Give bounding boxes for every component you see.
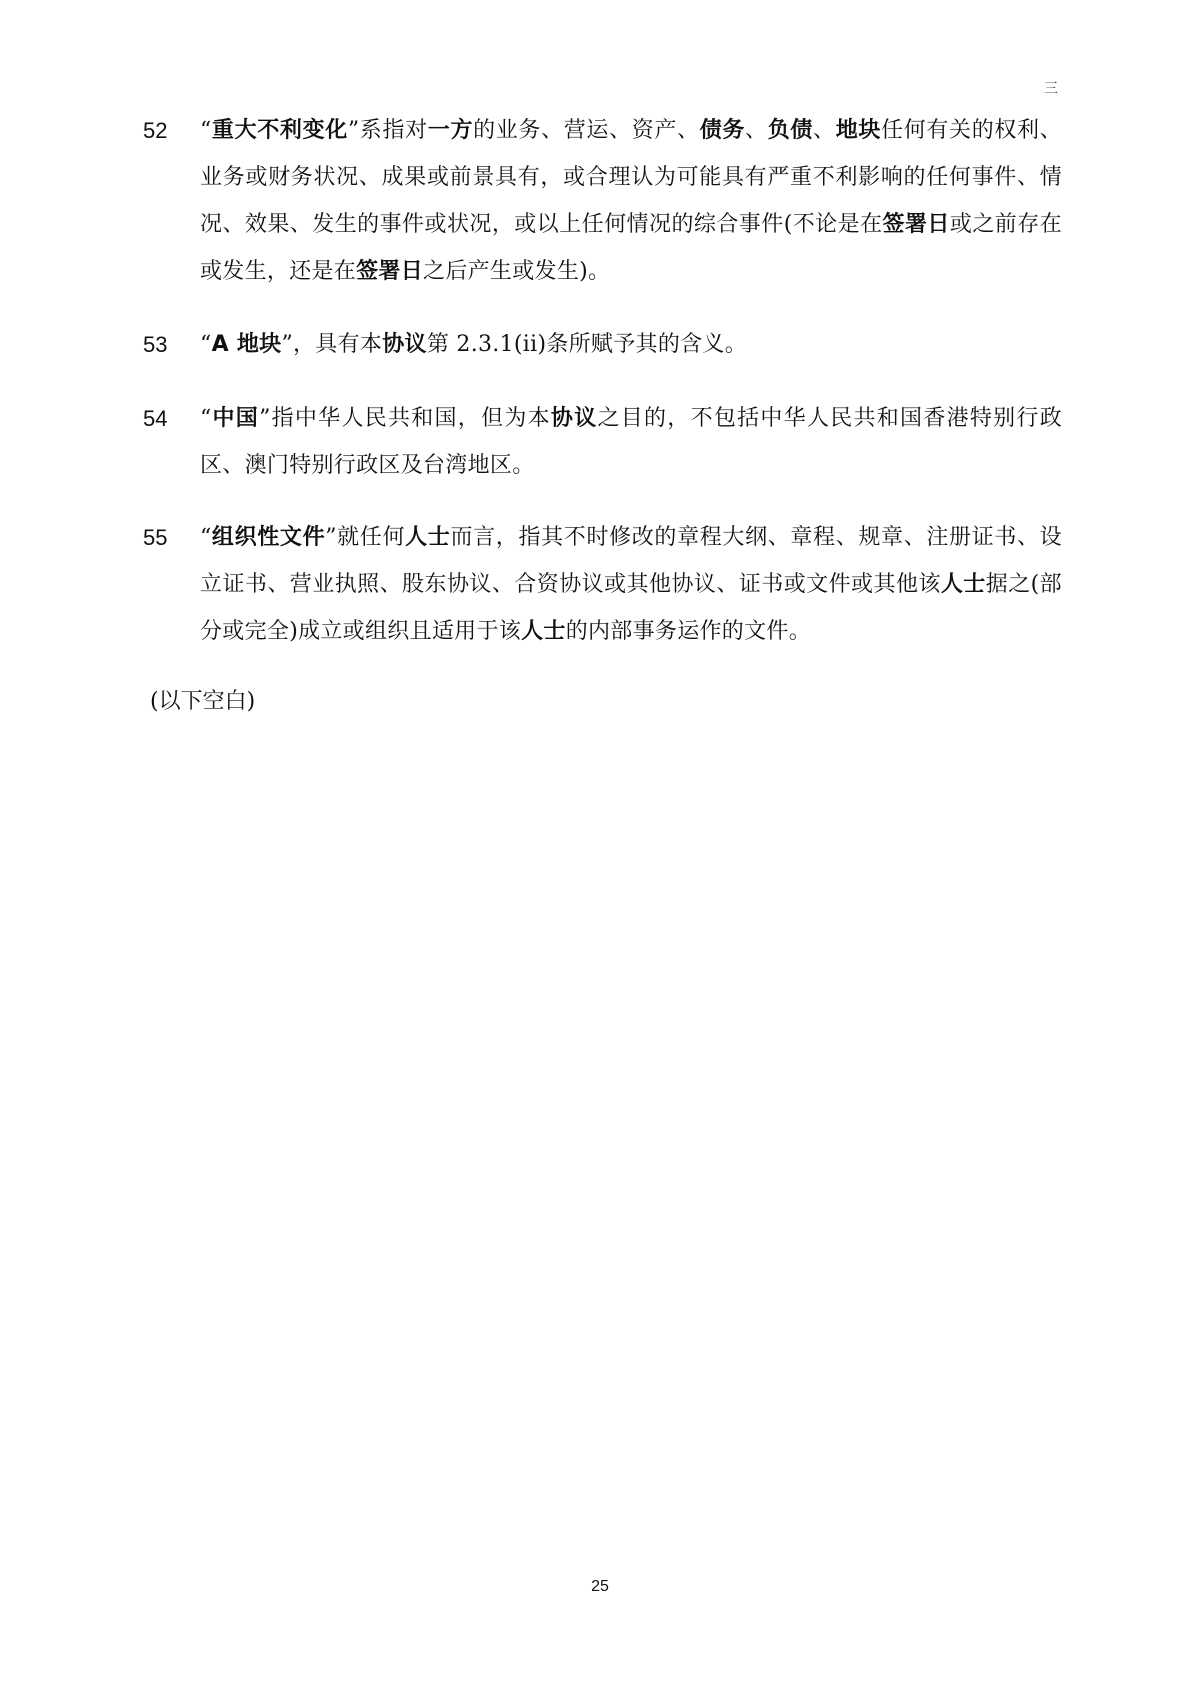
clause-text-run: 据之(部分或完全)成立或组织且适用于该 <box>200 572 1062 644</box>
defined-term: 中国 <box>211 406 260 431</box>
defined-term: 协议 <box>382 332 427 357</box>
clause-text-run: ”系指对 <box>347 118 428 143</box>
defined-term: 协议 <box>550 406 598 431</box>
clause-text-run: ”就任何 <box>325 525 406 550</box>
defined-term: 债务 <box>699 118 746 143</box>
defined-term: 组织性文件 <box>211 525 326 550</box>
defined-term: 人士 <box>521 619 566 644</box>
clause-text-run: 而言，指其不时修改的章程大纲、章程、规章、注册证书、设立证书、营业执照、股东协议、合资协议或其他协议、证书或文件或其他该 <box>200 525 1062 597</box>
clause-text-run: 之目的，不包括中华人民共和国香港特别行政区、澳门特别行政区及台湾地区。 <box>200 406 1062 478</box>
clause-number: 54 <box>143 406 168 431</box>
clause-text <box>200 514 1062 655</box>
clause-text-run: 之后产生或发生)。 <box>423 259 611 284</box>
defined-term: 人士 <box>405 525 451 550</box>
clause-text-run: 的内部事务运作的文件。 <box>565 619 812 644</box>
clause-text <box>200 107 1062 295</box>
clause-text <box>200 321 1062 368</box>
clause-text-run: “ <box>200 406 212 431</box>
clause-text-run: 第 2.3.1(ii)条所赋予其的含义。 <box>426 332 748 357</box>
clause-number: 53 <box>143 332 168 357</box>
clause-number: 52 <box>143 118 168 143</box>
page-number: 25 <box>591 1578 609 1595</box>
clause-number: 55 <box>143 525 168 550</box>
defined-term: 负债 <box>767 118 814 143</box>
defined-term: 地块 <box>835 118 882 143</box>
clause-text-run: ”，具有本 <box>281 332 383 357</box>
clause-text <box>200 395 1062 489</box>
blank-note: (以下空白) <box>150 689 256 714</box>
clause-text-run: “ <box>200 332 212 357</box>
defined-term: A 地块 <box>211 332 282 357</box>
defined-term: 签署日 <box>882 212 950 237</box>
defined-term: 重大不利变化 <box>211 118 348 143</box>
clause-text-run: 或之前存在或发生，还是在 <box>200 212 1062 284</box>
defined-term: 签署日 <box>356 259 424 284</box>
clause-text-run: 、 <box>813 118 836 143</box>
clause-text-run: “ <box>200 525 212 550</box>
clause-text-run: “ <box>200 118 212 143</box>
clause-text-run: 、 <box>745 118 768 143</box>
header-mark: 三 <box>1044 81 1058 97</box>
defined-term: 人士 <box>940 572 986 597</box>
clause-text-run: 任何有关的权利、业务或财务状况、成果或前景具有，或合理认为可能具有严重不利影响的任何事件、情况、效果、发生的事件或状况，或以上任何情况的综合事件(不论是在 <box>200 118 1062 237</box>
clause-text-run: ”指中华人民共和国，但为本 <box>259 406 551 431</box>
defined-term: 一方 <box>427 118 474 143</box>
clause-text-run: 的业务、营运、资产、 <box>473 118 700 143</box>
